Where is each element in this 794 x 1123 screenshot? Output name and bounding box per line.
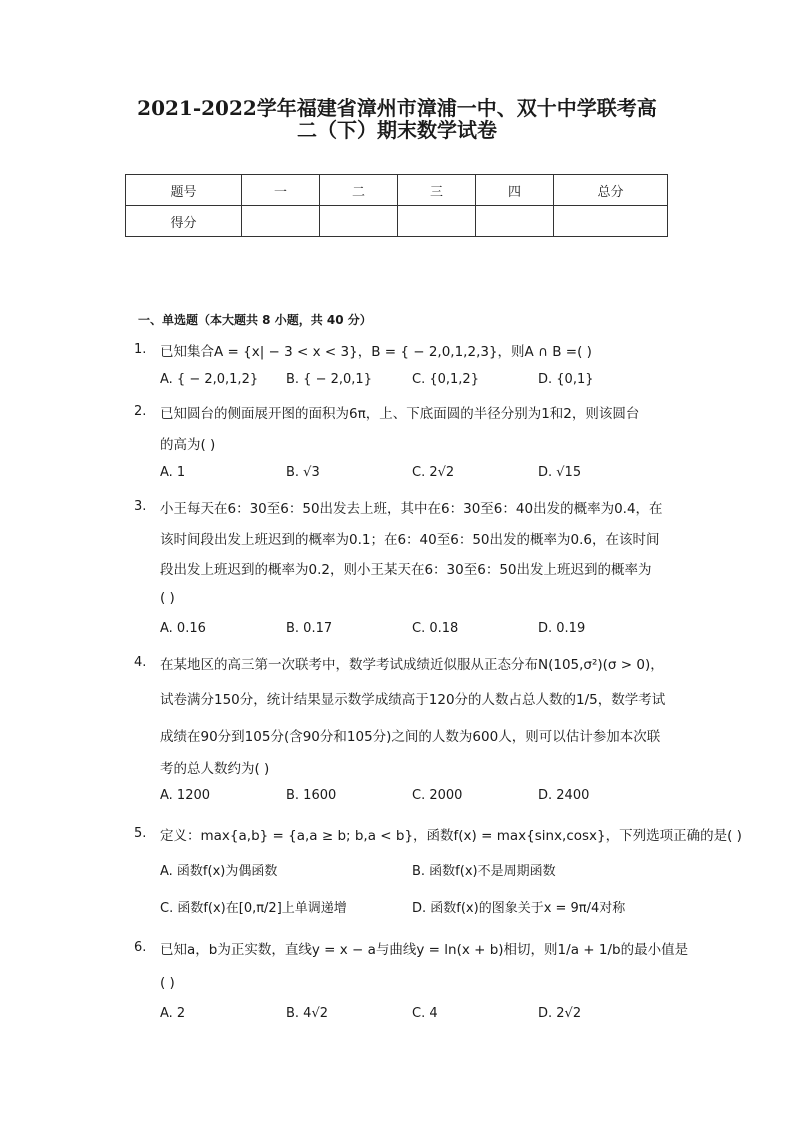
option-a: A. 1200: [160, 788, 211, 803]
question-text: 定义：max{a,b} = {a,a ≥ b; b,a < b}，函数f(x) = max{sinx,cosx}，下列选项正确的是( ): [160, 828, 742, 844]
question-text: 该时间段出发上班迟到的概率为0.1；在6：40至6：50出发的概率为0.6，在该时间: [160, 532, 660, 548]
option-a: A. 2: [160, 1006, 186, 1021]
option-d: D. 0.19: [538, 621, 586, 636]
option-c: C. {0,1,2}: [412, 372, 479, 387]
question-number: 1.: [134, 342, 147, 357]
option-a: A. 函数f(x)为偶函数: [160, 864, 278, 879]
score-table: [125, 174, 668, 237]
option-c: C. 2000: [412, 788, 463, 803]
score-table-empty-cell: [242, 206, 320, 237]
option-c: C. 函数f(x)在[0,π/2]上单调递增: [160, 901, 347, 916]
question-text: 小王每天在6：30至6：50出发去上班，其中在6：30至6：40出发的概率为0.4，在: [160, 501, 663, 517]
option-a: A. 1: [160, 465, 186, 480]
score-table-header-cell: 总分: [554, 175, 668, 206]
question-text: 考的总人数约为( ): [160, 761, 270, 777]
question-text: 的高为( ): [160, 437, 216, 453]
option-c: C. 4: [412, 1006, 438, 1021]
question-text: ( ): [160, 590, 175, 606]
question-number: 3.: [134, 499, 147, 514]
question-text: 在某地区的高三第一次联考中，数学考试成绩近似服从正态分布N(105,σ²)(σ > 0)，: [160, 657, 664, 673]
question-number: 2.: [134, 404, 147, 419]
option-b: B. 函数f(x)不是周期函数: [412, 864, 556, 879]
question-text: 已知a，b为正实数，直线y = x − a与曲线y = ln(x + b)相切，则1/a + 1/b的最小值是: [160, 942, 689, 958]
section-heading: 一、单选题（本大题共 8 小题，共 40 分）: [138, 313, 372, 327]
question-number: 4.: [134, 655, 147, 670]
question-text: 已知集合A = {x| − 3 < x < 3}，B = { − 2,0,1,2,3}，则A ∩ B =( ): [160, 344, 592, 360]
option-d: D. 函数f(x)的图象关于x = 9π/4对称: [412, 901, 626, 916]
exam-title-line-1: 2021-2022学年福建省漳州市漳浦一中、双十中学联考高: [137, 96, 657, 120]
score-table-header-cell: 三: [398, 175, 476, 206]
option-d: D. 2400: [538, 788, 590, 803]
question-text: 试卷满分150分，统计结果显示数学成绩高于120分的人数占总人数的1/5，数学考试: [160, 692, 666, 708]
option-d: D. √15: [538, 465, 582, 480]
question-number: 6.: [134, 940, 147, 955]
question-number: 5.: [134, 826, 147, 841]
score-table-header-cell: 题号: [126, 175, 242, 206]
score-table-empty-cell: [398, 206, 476, 237]
score-table-header-cell: 二: [320, 175, 398, 206]
option-b: B. 0.17: [286, 621, 333, 636]
option-a: A. { − 2,0,1,2}: [160, 372, 259, 387]
score-table-row-label: 得分: [126, 206, 242, 237]
option-d: D. 2√2: [538, 1006, 582, 1021]
score-table-header-cell: 四: [476, 175, 554, 206]
option-b: B. √3: [286, 465, 320, 480]
question-text: ( ): [160, 975, 175, 991]
option-b: B. { − 2,0,1}: [286, 372, 372, 387]
score-table-empty-cell: [320, 206, 398, 237]
score-table-empty-cell: [476, 206, 554, 237]
score-table-header-cell: 一: [242, 175, 320, 206]
option-c: C. 2√2: [412, 465, 455, 480]
exam-title-line-2: 二（下）期末数学试卷: [297, 118, 497, 142]
score-table-score-row: [126, 206, 668, 237]
question-text: 成绩在90分到105分(含90分和105分)之间的人数为600人，则可以估计参加本次联: [160, 729, 661, 745]
question-text: 已知圆台的侧面展开图的面积为6π，上、下底面圆的半径分别为1和2，则该圆台: [160, 406, 640, 422]
option-d: D. {0,1}: [538, 372, 594, 387]
option-b: B. 4√2: [286, 1006, 329, 1021]
question-text: 段出发上班迟到的概率为0.2，则小王某天在6：30至6：50出发上班迟到的概率为: [160, 562, 652, 578]
option-c: C. 0.18: [412, 621, 459, 636]
score-table-empty-cell: [554, 206, 668, 237]
option-a: A. 0.16: [160, 621, 206, 636]
option-b: B. 1600: [286, 788, 337, 803]
score-table-header-row: [126, 175, 668, 206]
